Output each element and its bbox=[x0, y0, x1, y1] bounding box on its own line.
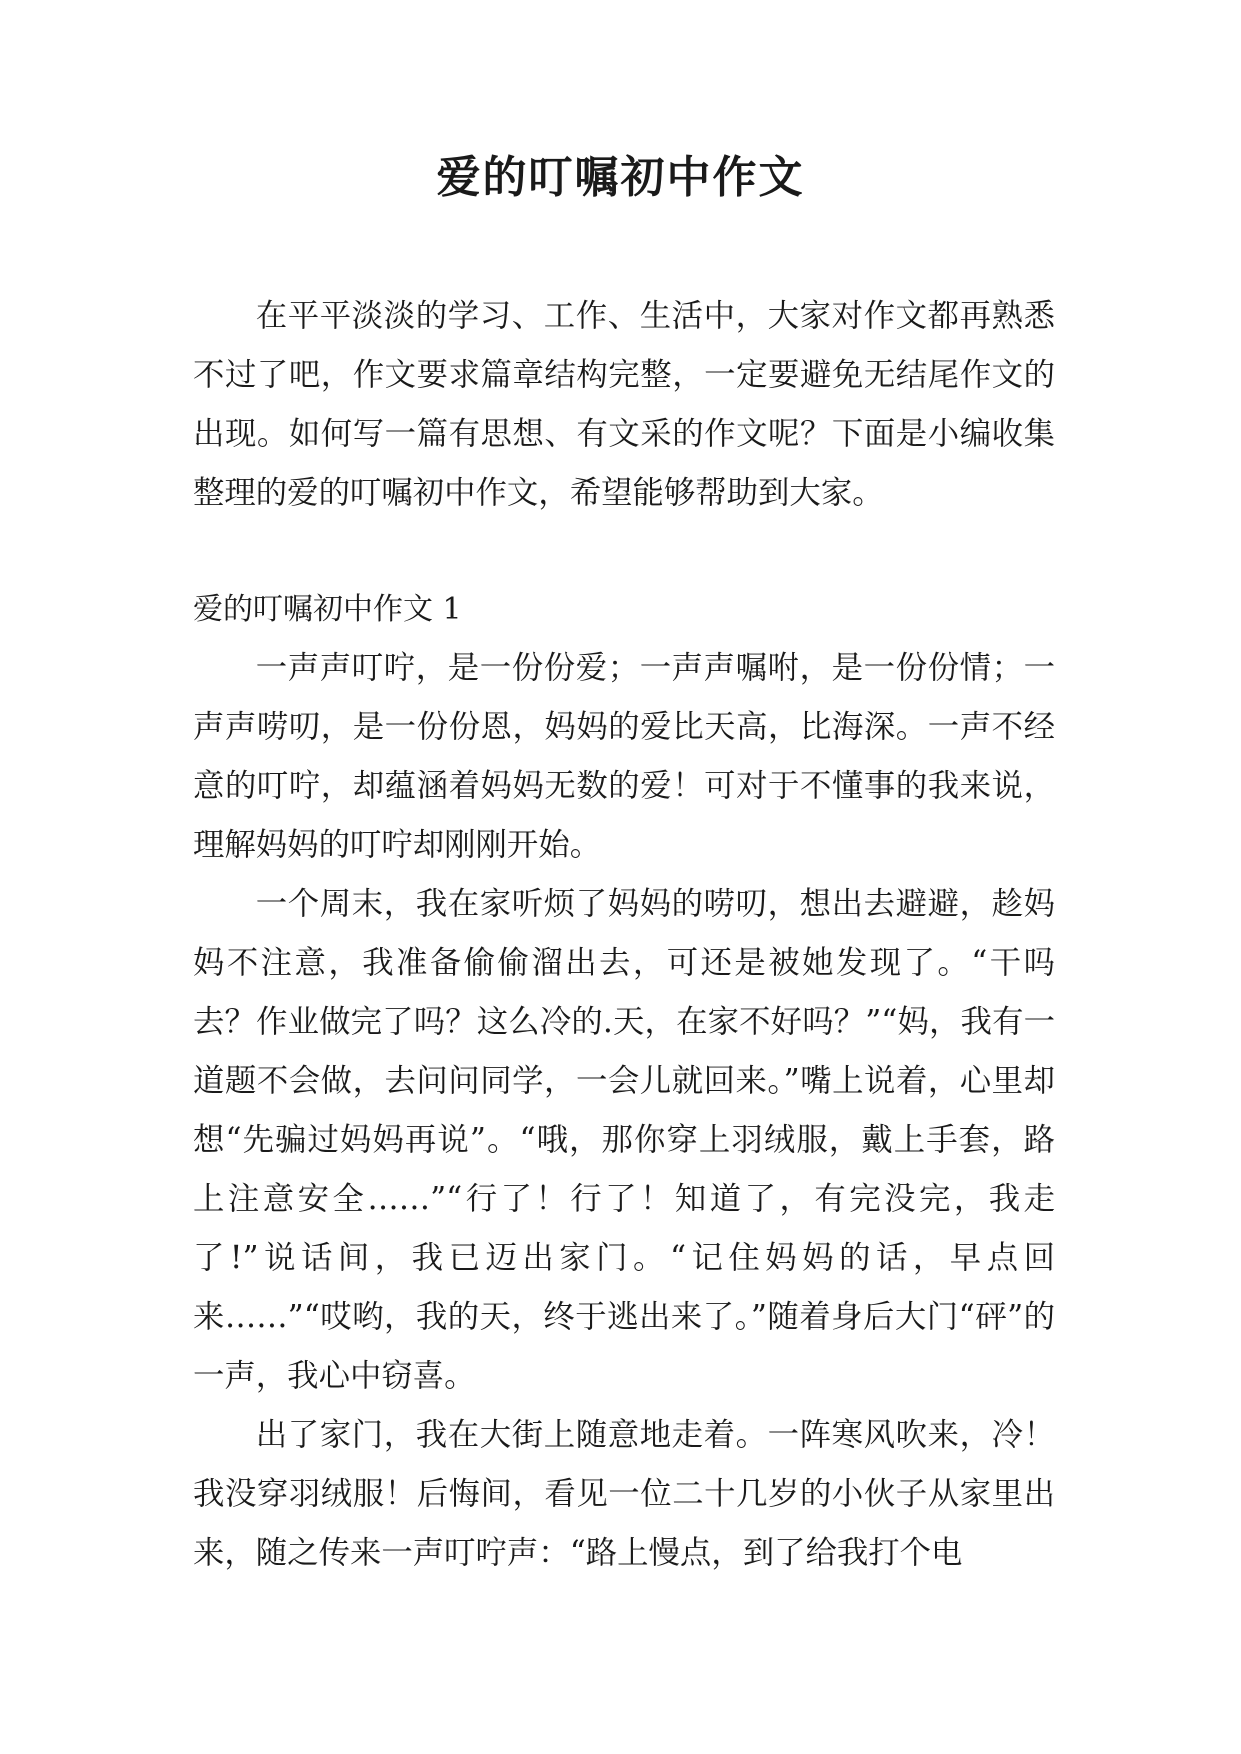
intro-paragraph: 在平平淡淡的学习、工作、生活中，大家对作文都再熟悉不过了吧，作文要求篇章结构完整，一定要避免无结尾作文的出现。如何写一篇有思想、有文采的作文呢？下面是小编收集整理的爱的叮嘱初中作文，希望能够帮助到大家。 bbox=[193, 298, 1055, 511]
body-paragraph-1: 一声声叮咛，是一份份爱；一声声嘱咐，是一份份情；一声声唠叨，是一份份恩，妈妈的爱比天高，比海深。一声不经意的叮咛，却蕴涵着妈妈无数的爱！可对于不懂事的我来说，理解妈妈的叮咛却刚刚开始。 bbox=[193, 650, 1055, 863]
section-heading: 爱的叮嘱初中作文 1 bbox=[193, 592, 462, 627]
body-paragraph-3: 出了家门，我在大街上随意地走着。一阵寒风吹来，冷！我没穿羽绒服！后悔间，看见一位二十几岁的小伙子从家里出来，随之传来一声叮咛声：“路上慢点，到了给我打个电 bbox=[193, 1417, 1055, 1571]
document-body bbox=[193, 287, 1055, 1583]
document-title: 爱的叮嘱初中作文 bbox=[436, 152, 805, 203]
body-paragraph-2: 一个周末，我在家听烦了妈妈的唠叨，想出去避避，趁妈妈不注意，我准备偷偷溜出去，可还是被她发现了。“干吗去？作业做完了吗？这么冷的.天，在家不好吗？”“妈，我有一道题不会做，去问问同学，一会儿就回来。”嘴上说着，心里却想“先骗过妈妈再说”。“哦，那你穿上羽绒服，戴上手套，路上注意安全……”“行了！行了！知道了，有完没完，我走了!”说话间，我已迈出家门。“记住妈妈的话，早点回来……”“哎哟，我的天，终于逃出来了。”随着身后大门“砰”的一声，我心中窃喜。 bbox=[193, 886, 1055, 1394]
